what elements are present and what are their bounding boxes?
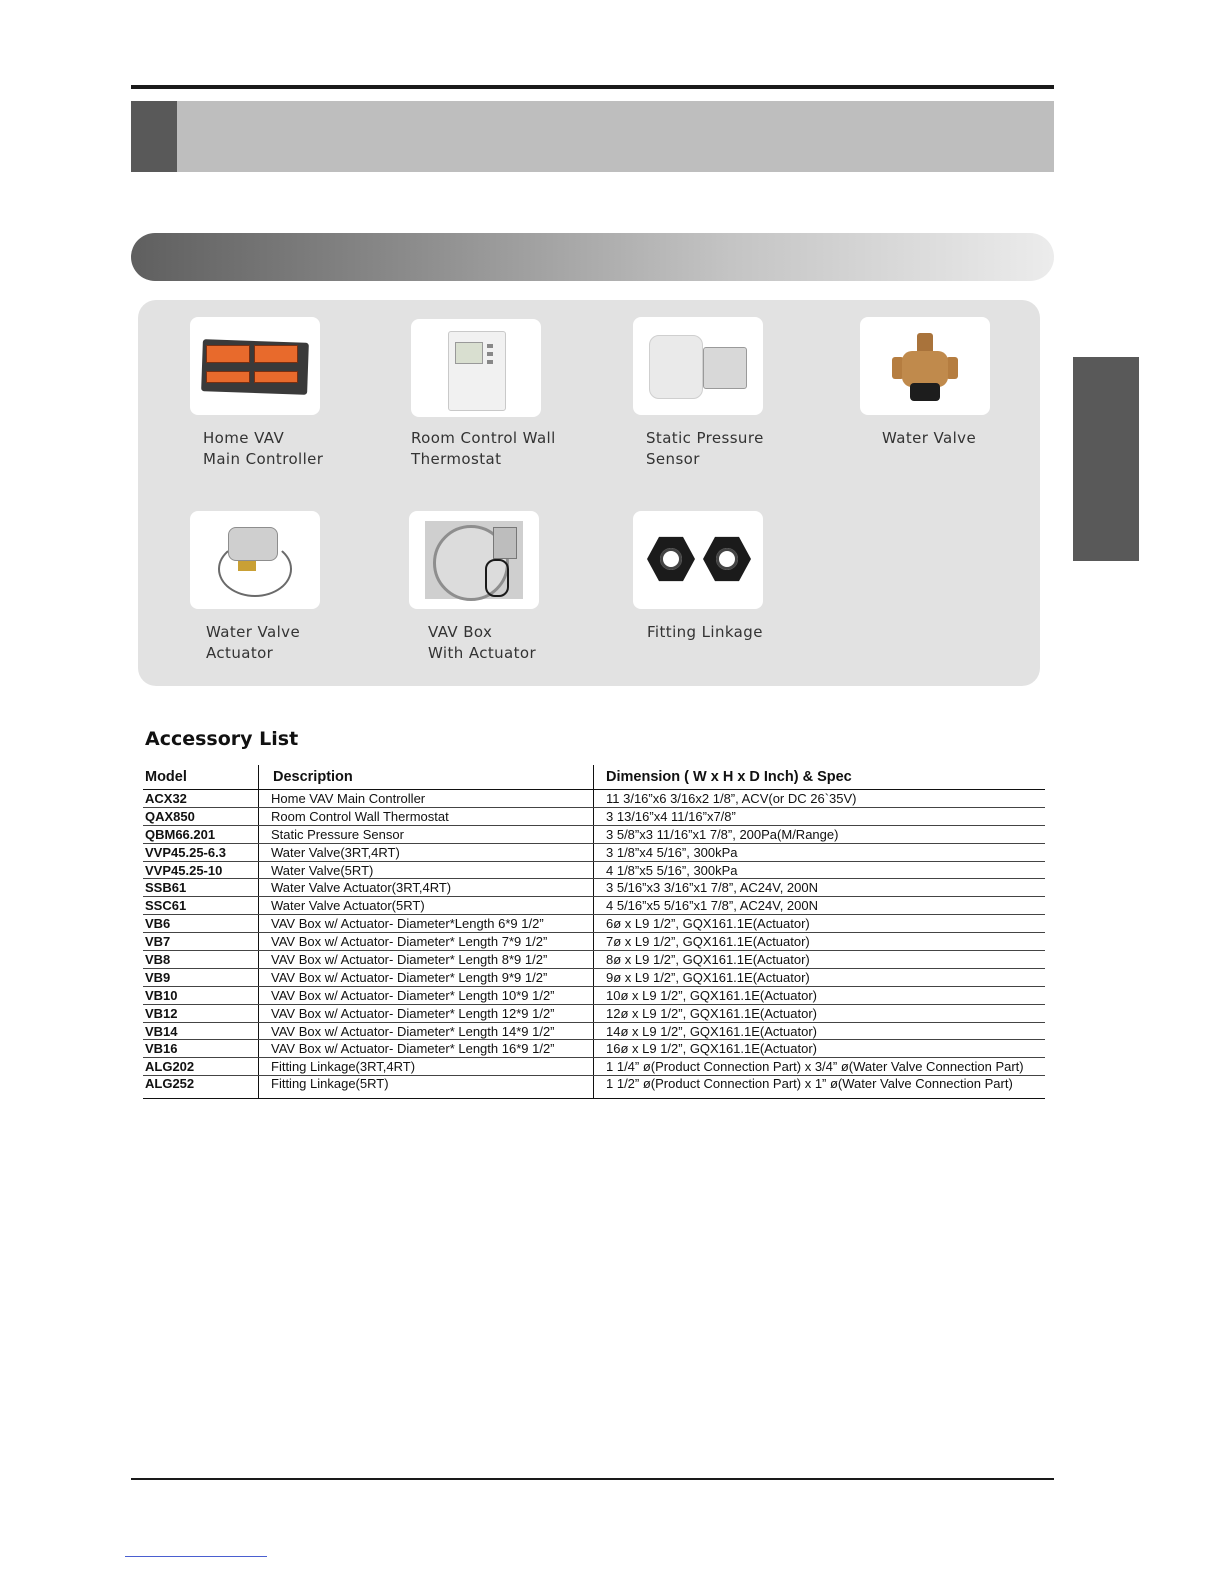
cell-description: Static Pressure Sensor bbox=[259, 825, 594, 843]
cell-dimension: 10ø x L9 1/2”, GQX161.1E(Actuator) bbox=[594, 986, 1046, 1004]
fitting-linkage-photo bbox=[633, 511, 763, 609]
product-caption: Static Pressure Sensor bbox=[646, 429, 764, 468]
table-row bbox=[143, 843, 1045, 861]
product-caption: Water Valve bbox=[882, 429, 977, 447]
cell-description: Room Control Wall Thermostat bbox=[259, 807, 594, 825]
cell-model: VB6 bbox=[143, 915, 259, 933]
cell-description: VAV Box w/ Actuator- Diameter* Length 10*9 1/2” bbox=[259, 986, 594, 1004]
table-row bbox=[143, 897, 1045, 915]
table-row bbox=[143, 933, 1045, 951]
chapter-header-square bbox=[131, 101, 177, 172]
cell-model: QAX850 bbox=[143, 807, 259, 825]
cell-model: VB7 bbox=[143, 933, 259, 951]
table-row bbox=[143, 879, 1045, 897]
cell-dimension: 3 5/16”x3 3/16”x1 7/8”, AC24V, 200N bbox=[594, 879, 1046, 897]
cell-dimension: 16ø x L9 1/2”, GQX161.1E(Actuator) bbox=[594, 1040, 1046, 1058]
product-caption: VAV Box With Actuator bbox=[428, 623, 537, 662]
cell-model: VB9 bbox=[143, 968, 259, 986]
cell-dimension: 1 1/2” ø(Product Connection Part) x 1” ø(Water Valve Connection Part) bbox=[594, 1076, 1046, 1099]
cell-dimension: 3 13/16”x4 11/16”x7/8” bbox=[594, 807, 1046, 825]
product-caption: Fitting Linkage bbox=[647, 623, 763, 641]
table-row bbox=[143, 915, 1045, 933]
cell-model: VB16 bbox=[143, 1040, 259, 1058]
product-caption: Room Control Wall Thermostat bbox=[411, 429, 556, 468]
table-row bbox=[143, 1022, 1045, 1040]
cell-description: VAV Box w/ Actuator- Diameter* Length 16*9 1/2” bbox=[259, 1040, 594, 1058]
table-row bbox=[143, 825, 1045, 843]
cell-dimension: 3 1/8”x4 5/16”, 300kPa bbox=[594, 843, 1046, 861]
cell-dimension: 11 3/16”x6 3/16x2 1/8”, ACV(or DC 26`35V) bbox=[594, 790, 1046, 808]
table-row bbox=[143, 951, 1045, 969]
vav-box-photo bbox=[409, 511, 539, 609]
product-caption: Home VAV Main Controller bbox=[203, 429, 324, 468]
table-row bbox=[143, 986, 1045, 1004]
accessory-list-title: Accessory List bbox=[145, 728, 299, 750]
cell-model: VVP45.25-6.3 bbox=[143, 843, 259, 861]
section-title-bar bbox=[131, 233, 1054, 281]
product-caption: Water Valve Actuator bbox=[206, 623, 301, 662]
table-row bbox=[143, 1076, 1045, 1099]
cell-dimension: 7ø x L9 1/2”, GQX161.1E(Actuator) bbox=[594, 933, 1046, 951]
column-header-dimension: Dimension ( W x H x D Inch) & Spec bbox=[594, 765, 1046, 790]
table-row bbox=[143, 968, 1045, 986]
cell-model: VB10 bbox=[143, 986, 259, 1004]
cell-description: Fitting Linkage(5RT) bbox=[259, 1076, 594, 1099]
cell-model: VVP45.25-10 bbox=[143, 861, 259, 879]
cell-dimension: 9ø x L9 1/2”, GQX161.1E(Actuator) bbox=[594, 968, 1046, 986]
cell-description: VAV Box w/ Actuator- Diameter*Length 6*9 1/2” bbox=[259, 915, 594, 933]
table-row bbox=[143, 1004, 1045, 1022]
cell-dimension: 14ø x L9 1/2”, GQX161.1E(Actuator) bbox=[594, 1022, 1046, 1040]
cell-description: Water Valve Actuator(3RT,4RT) bbox=[259, 879, 594, 897]
cell-dimension: 6ø x L9 1/2”, GQX161.1E(Actuator) bbox=[594, 915, 1046, 933]
cell-dimension: 3 5/8”x3 11/16”x1 7/8”, 200Pa(M/Range) bbox=[594, 825, 1046, 843]
cell-model: ACX32 bbox=[143, 790, 259, 808]
cell-description: Water Valve Actuator(5RT) bbox=[259, 897, 594, 915]
cell-description: VAV Box w/ Actuator- Diameter* Length 8*9 1/2” bbox=[259, 951, 594, 969]
footer-link-underline bbox=[125, 1556, 267, 1557]
top-rule bbox=[131, 85, 1054, 89]
cell-dimension: 4 1/8”x5 5/16”, 300kPa bbox=[594, 861, 1046, 879]
table-row bbox=[143, 1040, 1045, 1058]
thermostat-photo bbox=[411, 319, 541, 417]
cell-description: VAV Box w/ Actuator- Diameter* Length 7*9 1/2” bbox=[259, 933, 594, 951]
cell-model: VB12 bbox=[143, 1004, 259, 1022]
water-valve-photo bbox=[860, 317, 990, 415]
cell-model: SSB61 bbox=[143, 879, 259, 897]
cell-description: VAV Box w/ Actuator- Diameter* Length 9*9 1/2” bbox=[259, 968, 594, 986]
controller-photo bbox=[190, 317, 320, 415]
cell-model: VB14 bbox=[143, 1022, 259, 1040]
bottom-rule bbox=[131, 1478, 1054, 1480]
cell-dimension: 1 1/4” ø(Product Connection Part) x 3/4” ø(Water Valve Connection Part) bbox=[594, 1058, 1046, 1076]
side-chapter-tab bbox=[1073, 357, 1139, 561]
cell-description: Water Valve(5RT) bbox=[259, 861, 594, 879]
cell-dimension: 4 5/16”x5 5/16”x1 7/8”, AC24V, 200N bbox=[594, 897, 1046, 915]
table-header-row bbox=[143, 765, 1045, 790]
cell-dimension: 8ø x L9 1/2”, GQX161.1E(Actuator) bbox=[594, 951, 1046, 969]
column-header-description: Description bbox=[259, 765, 594, 790]
cell-description: VAV Box w/ Actuator- Diameter* Length 14*9 1/2” bbox=[259, 1022, 594, 1040]
cell-dimension: 12ø x L9 1/2”, GQX161.1E(Actuator) bbox=[594, 1004, 1046, 1022]
table-row bbox=[143, 1058, 1045, 1076]
table-row bbox=[143, 861, 1045, 879]
accessory-table-body bbox=[143, 790, 1045, 1099]
accessory-table bbox=[143, 765, 1045, 1099]
table-row bbox=[143, 790, 1045, 808]
valve-actuator-photo bbox=[190, 511, 320, 609]
cell-model: ALG202 bbox=[143, 1058, 259, 1076]
column-header-model: Model bbox=[143, 765, 259, 790]
cell-model: QBM66.201 bbox=[143, 825, 259, 843]
product-gallery-panel bbox=[138, 300, 1040, 686]
cell-model: SSC61 bbox=[143, 897, 259, 915]
chapter-header-band bbox=[131, 101, 1054, 172]
cell-description: Water Valve(3RT,4RT) bbox=[259, 843, 594, 861]
cell-description: Fitting Linkage(3RT,4RT) bbox=[259, 1058, 594, 1076]
cell-description: VAV Box w/ Actuator- Diameter* Length 12*9 1/2” bbox=[259, 1004, 594, 1022]
cell-description: Home VAV Main Controller bbox=[259, 790, 594, 808]
pressure-sensor-photo bbox=[633, 317, 763, 415]
table-row bbox=[143, 807, 1045, 825]
cell-model: ALG252 bbox=[143, 1076, 259, 1099]
cell-model: VB8 bbox=[143, 951, 259, 969]
